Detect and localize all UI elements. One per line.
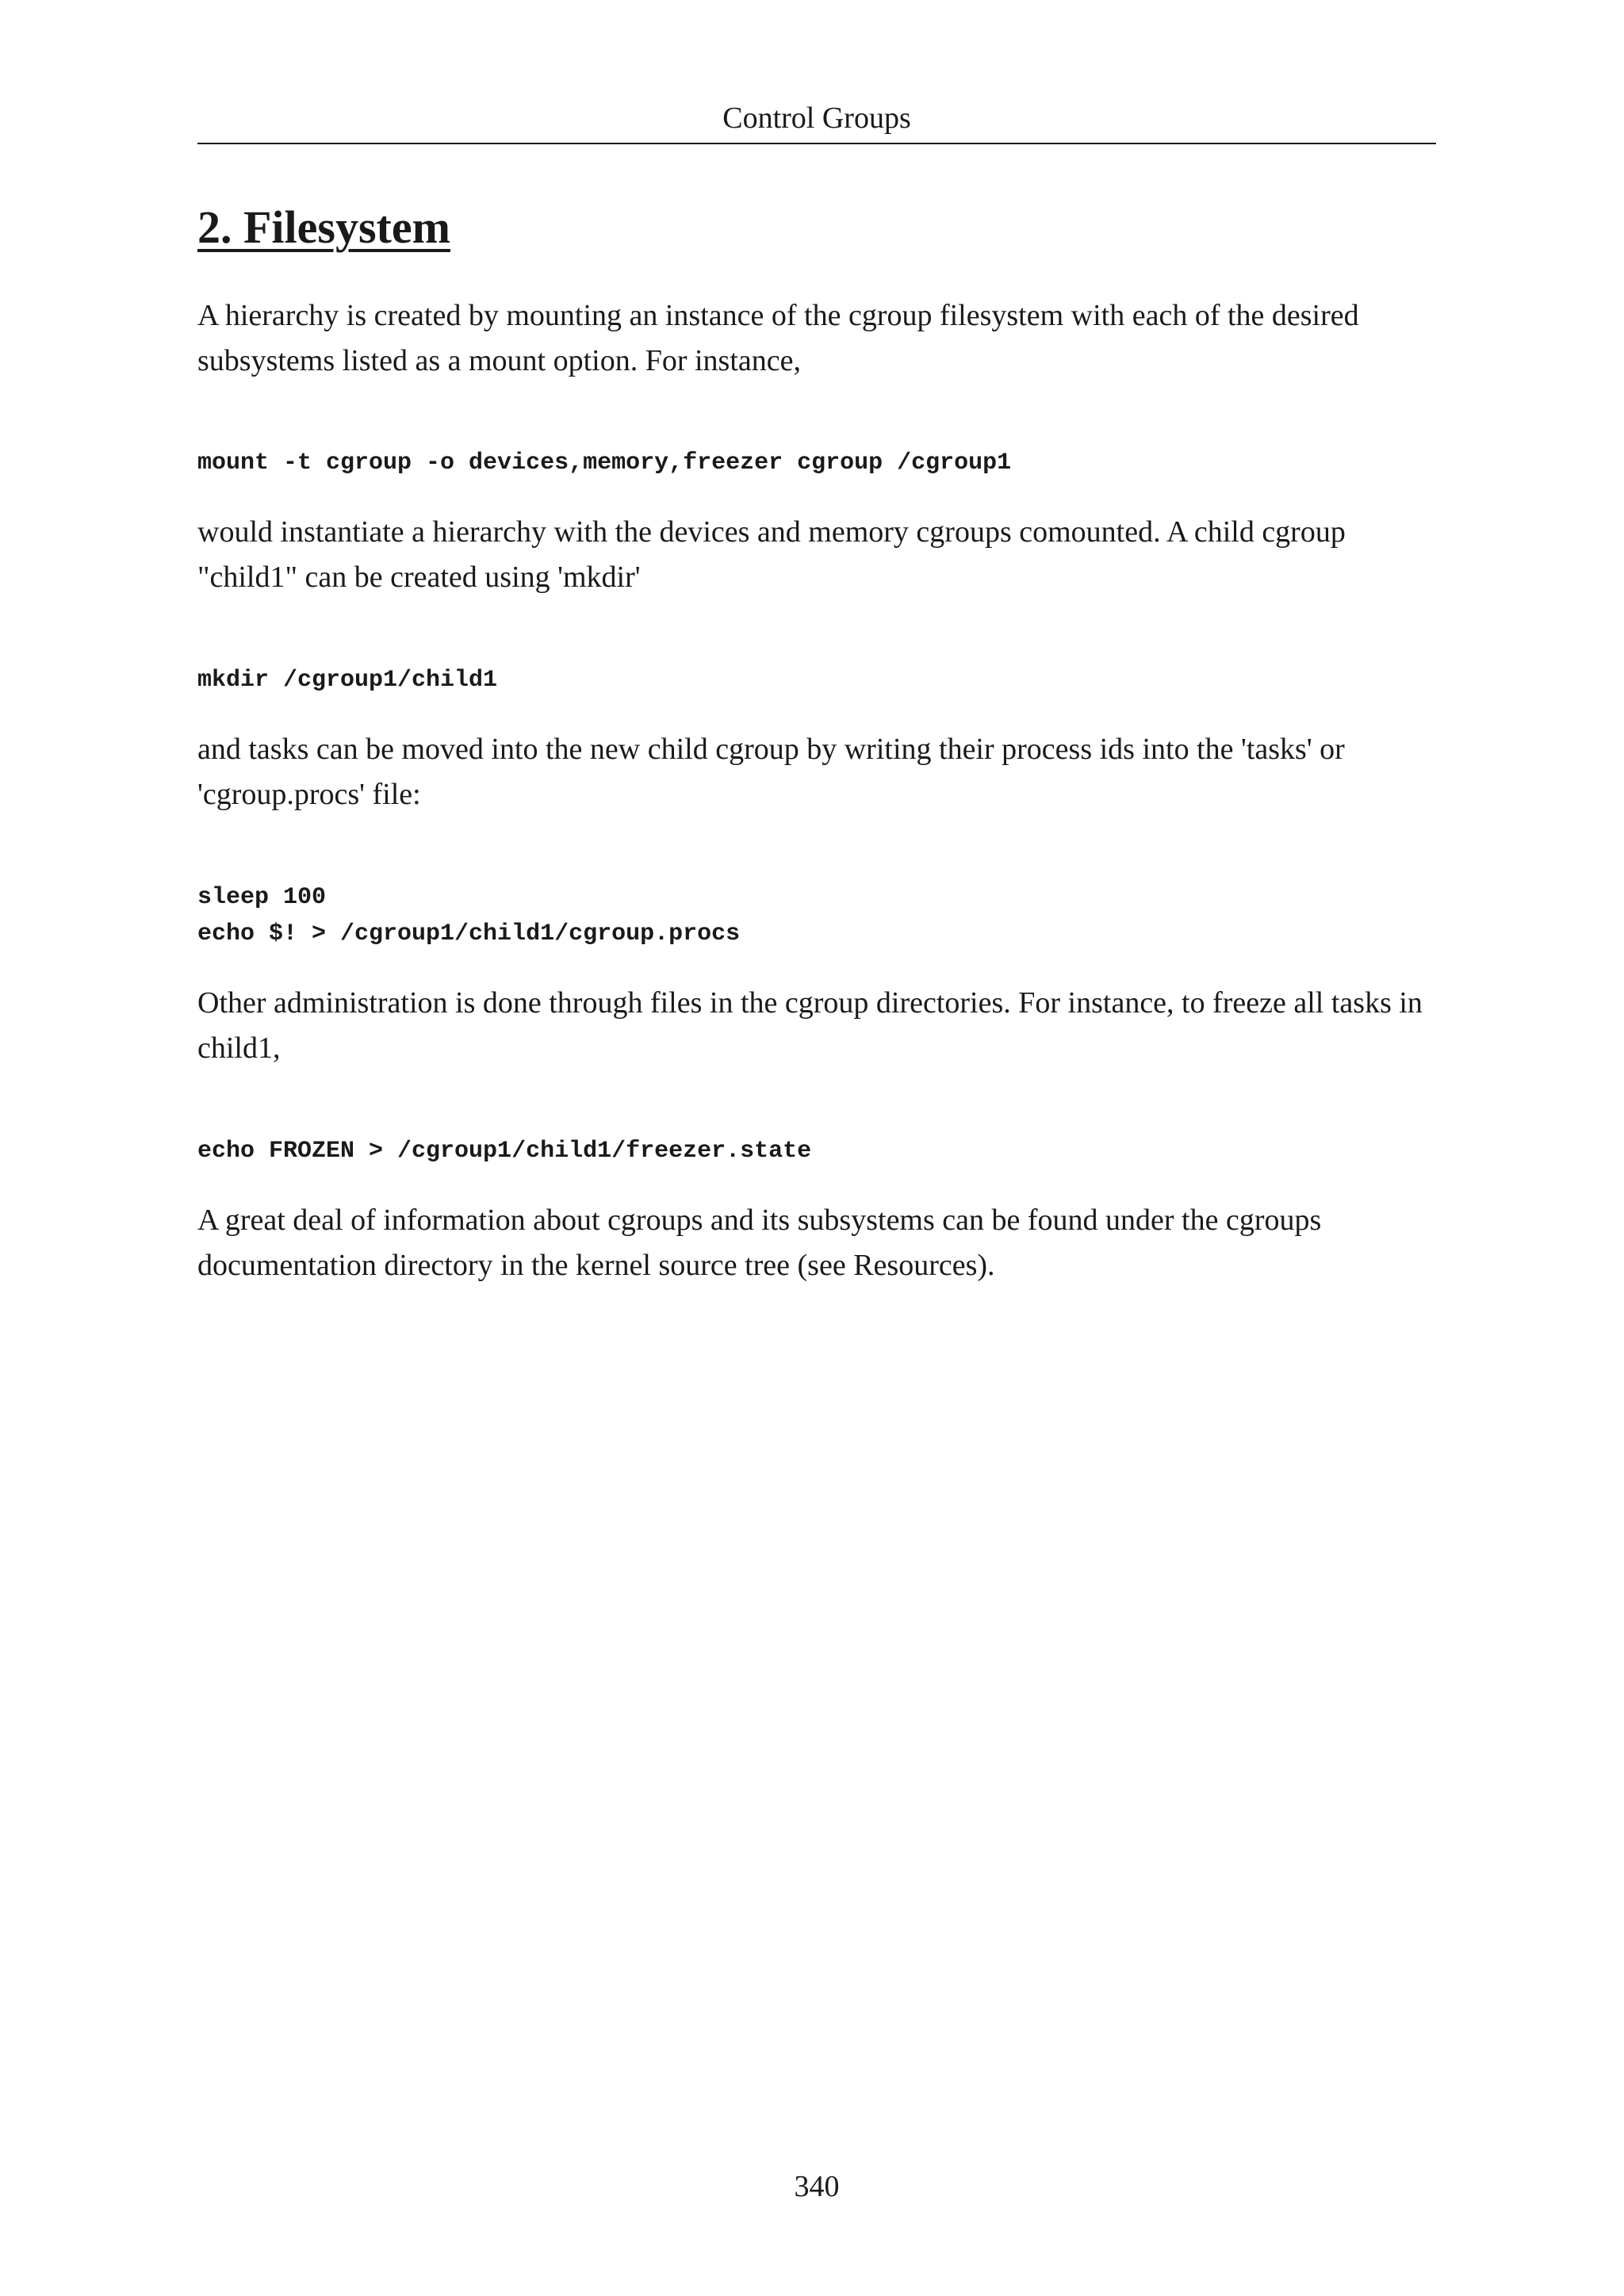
code-freeze-command: echo FROZEN > /cgroup1/child1/freezer.state: [197, 1138, 812, 1165]
code-mount-command: mount -t cgroup -o devices,memory,freezer cgroup /cgroup1: [197, 450, 1012, 476]
paragraph-intro: A hierarchy is created by mounting an instance of the cgroup filesystem with each of the desired subsystems listed as a mount option. For instance,: [197, 299, 1359, 377]
paragraph-move-tasks: and tasks can be moved into the new child cgroup by writing their process ids into the 'tasks' or 'cgroup.procs' file:: [197, 733, 1345, 811]
code-mkdir-command: mkdir /cgroup1/child1: [197, 667, 498, 694]
running-header: Control Groups: [722, 101, 911, 135]
code-sleep-command: sleep 100: [197, 884, 327, 911]
code-echo-procs-command: echo $! > /cgroup1/child1/cgroup.procs: [197, 920, 741, 947]
page-number: 340: [794, 2170, 840, 2203]
paragraph-administration: Other administration is done through files in the cgroup directories. For instance, to freeze all tasks in child1,: [197, 986, 1423, 1065]
paragraph-resources: A great deal of information about cgroups and its subsystems can be found under the cgroups documentation directory in the kernel source tree (see Resources).: [197, 1203, 1322, 1282]
header-divider: [197, 143, 1436, 144]
document-page: [197, 0, 1436, 2296]
paragraph-child-cgroup: would instantiate a hierarchy with the devices and memory cgroups comounted. A child cgroup "child1" can be created using 'mkdir': [197, 515, 1346, 594]
section-title: 2. Filesystem: [197, 201, 450, 253]
